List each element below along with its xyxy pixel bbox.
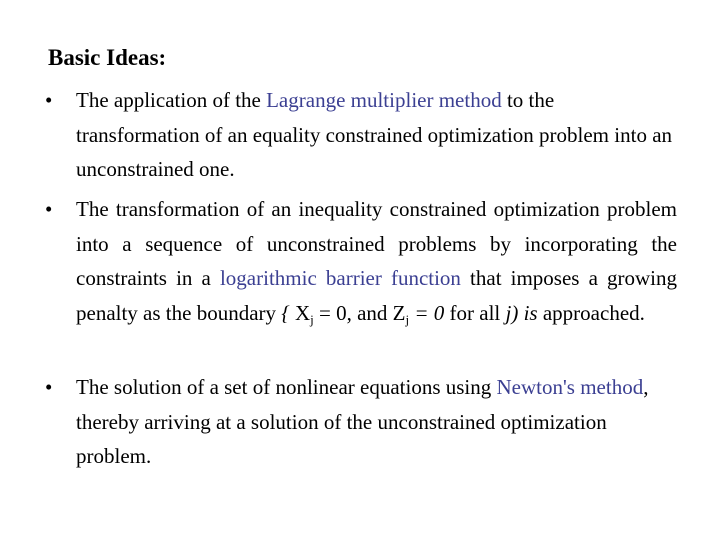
subscript-j: j [310,311,314,327]
newton-method-link[interactable]: Newton's method [496,375,644,399]
bullet-text-before: The application of the [76,88,267,112]
variable-x: X [294,300,311,325]
bullet-text-before: The transformation of an inequality constrained optimization problem into a sequence of unconstrained problems by incorporating the constraints in a [76,197,677,290]
bullet-text-after: that imposes a growing penalty as the boundary [76,266,678,325]
bullet-text [76,370,677,474]
bullet-text-after: to the transformation of an equality constrained optimization problem into an unconstrained one. [76,88,673,181]
bullet-text-after: , thereby arriving at a solution of the unconstrained optimization problem. [76,375,649,468]
bullet-dot-icon: • [45,197,53,221]
boundary-brace: { [281,300,290,325]
slide-title: Basic Ideas: [48,45,167,70]
variable-z: Z [392,300,406,325]
subscript-j: j [405,311,410,327]
bullet-item-barrier [45,192,677,330]
bullet-text [76,83,677,187]
bullet-text-before: The solution of a set of nonlinear equations using [76,375,497,399]
bullet-text-end: approached. [537,300,645,325]
bullet-item-lagrange [45,83,677,187]
bullet-item-newton [45,370,677,474]
equation-part-1: = 0, and [313,300,393,325]
lagrange-method-link[interactable]: Lagrange multiplier method [266,88,502,112]
bullet-dot-icon: • [45,88,53,112]
barrier-function-link[interactable]: logarithmic barrier function [219,266,461,290]
bullet-dot-icon: • [45,375,53,399]
tail-italic-text: j) is [505,300,538,325]
for-all-text: for all [444,300,506,325]
bullet-text [76,192,677,330]
equation-part-2: = 0 [409,300,445,325]
